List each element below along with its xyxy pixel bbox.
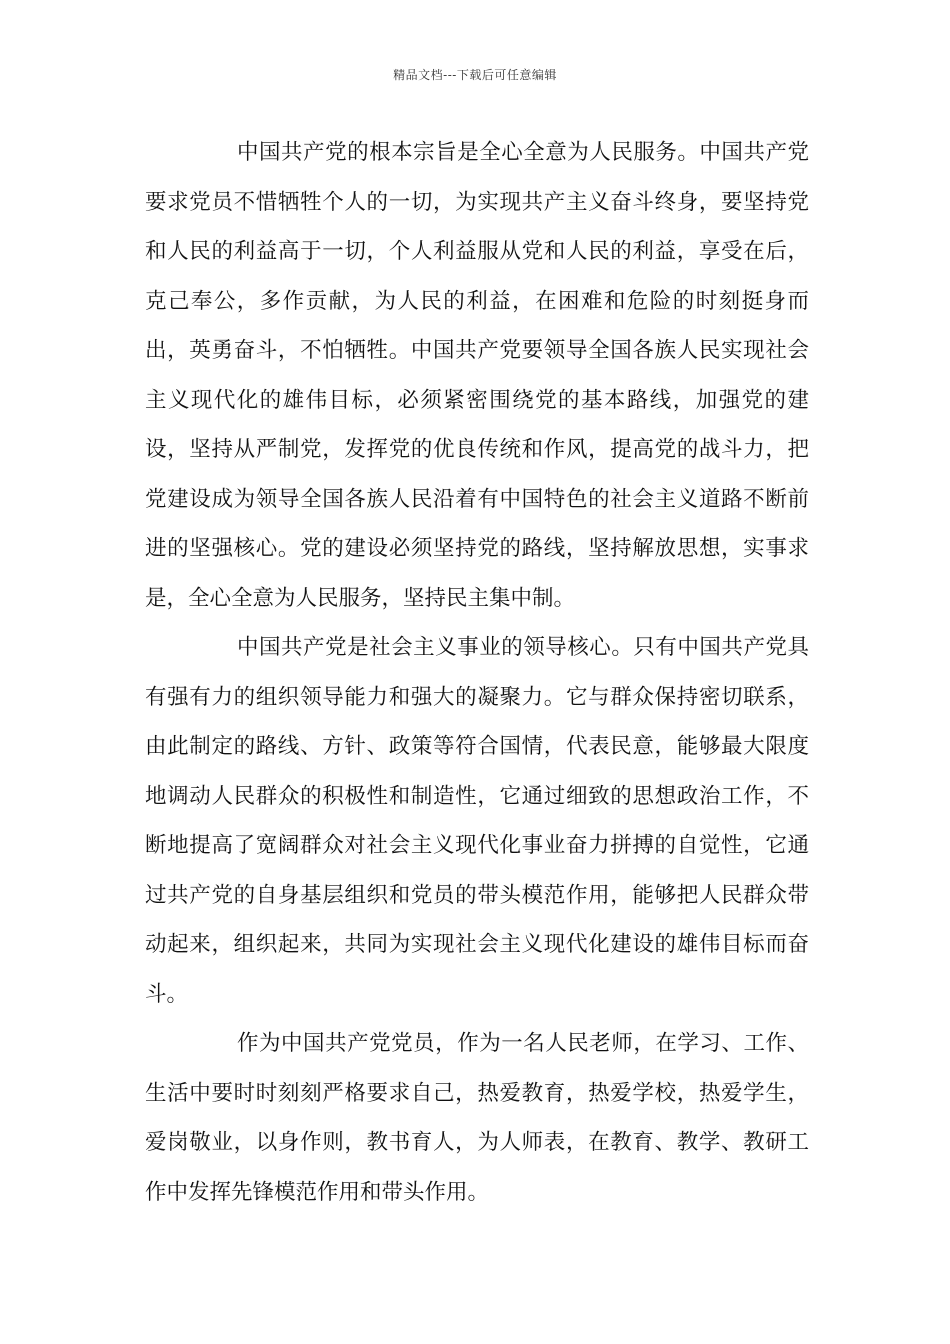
document-body <box>145 128 809 1217</box>
paragraph-3: 作为中国共产党党员，作为一名人民老师，在学习、工作、生活中要时时刻刻严格要求自己，热爱教育，热爱学校，热爱学生，爱岗敬业，以身作则，教书育人，为人师表，在教育、教学、教研工作中发挥先锋模范作用和带头作用。 <box>145 1031 809 1205</box>
paragraph-2: 中国共产党是社会主义事业的领导核心。只有中国共产党具有强有力的组织领导能力和强大的凝聚力。它与群众保持密切联系，由此制定的路线、方针、政策等符合国情，代表民意，能够最大限度地调动人民群众的积极性和制造性，它通过细致的思想政治工作，不断地提高了宽阔群众对社会主义现代化事业奋力拼搏的自觉性，它通过共产党的自身基层组织和党员的带头模范作用，能够把人民群众带动起来，组织起来，共同为实现社会主义现代化建设的雄伟目标而奋斗。 <box>145 635 809 1007</box>
paragraph-1: 中国共产党的根本宗旨是全心全意为人民服务。中国共产党要求党员不惜牺牲个人的一切，为实现共产主义奋斗终身，要坚持党和人民的利益高于一切，个人利益服从党和人民的利益，享受在后，克己奉公，多作贡献，为人民的利益，在困难和危险的时刻挺身而出，英勇奋斗，不怕牺牲。中国共产党要领导全国各族人民实现社会主义现代化的雄伟目标，必须紧密围绕党的基本路线，加强党的建设，坚持从严制党，发挥党的优良传统和作风，提高党的战斗力，把党建设成为领导全国各族人民沿着有中国特色的社会主义道路不断前进的坚强核心。党的建设必须坚持党的路线，坚持解放思想，实事求是，全心全意为人民服务，坚持民主集中制。 <box>145 140 809 611</box>
page-header: 精品文档---下载后可任意编辑 <box>393 68 557 82</box>
